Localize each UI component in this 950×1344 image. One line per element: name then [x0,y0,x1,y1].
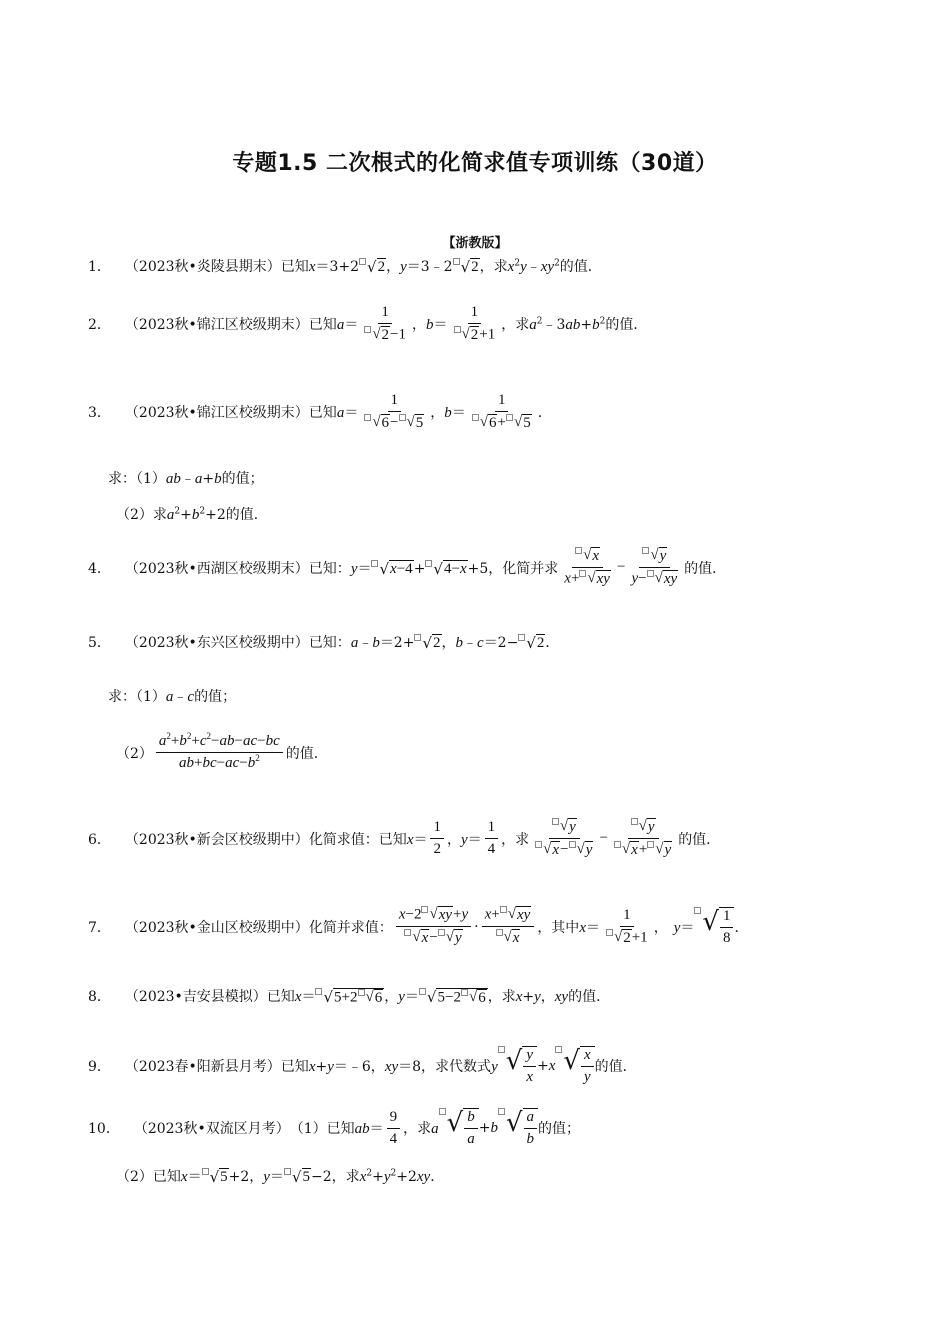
problem-10-part-2: （2）已知x＝ √ 5 +2，y＝ √ 5 −2，求$x^2+y^2+2xy$． [116,1168,445,1186]
problem-source: （2023•吉安县模拟） [124,989,267,1006]
problem-source: （2023秋•金山区校级期中） [124,919,309,936]
problem-source: （2023春•阳新县月考） [124,1059,281,1075]
problem-source: （2023秋•锦江区校级期末） [124,317,309,333]
problem-number: 5． [88,635,111,651]
problem-number: 6． [88,831,111,848]
problem-7: 7． （2023秋•金山区校级期中） 化简并求值： x−2 √ xy +y √ x − √ y · x+ √ xy √ x ，其中x＝ 1 √ 2 +1 ， y＝ √ $\frac{1}{8}$ ． [88,906,749,946]
edition-label: 【浙教版】 [442,236,508,251]
problem-4: 4． （2023秋•西湖区校级期末） 已知：y＝ √ x−4 + √ 4−x +5，化简并求 √ x x+ √ xy − √ y y− √ xy 的值． [88,547,727,587]
problem-number: 10． [88,1121,120,1137]
problem-5: 5． （2023秋•东兴区校级期中） 已知：a﹣b＝2+ √ 2 ，b﹣c＝2− √ 2 ． [88,634,560,652]
problem-1: 1． （2023秋•炎陵县期末） 已知x＝3+2 √ 2 ，y＝3﹣2 √ 2 ，求$x^2y﹣xy^2$的值． [88,258,602,276]
problem-source: （2023秋•东兴区校级期中） [124,635,309,651]
problem-3-part-2: （2）求$a^2+b^2+2$的值． [116,506,268,523]
problem-source: （2023秋•西湖区校级期末） [124,560,309,577]
problem-10: 10． （2023秋•双流区月考） （1）已知ab＝ $\frac{9}{4}$ ，求a √ $\frac{b}{a}$ +b √ $\frac{a}{b}$ 的值； [88,1108,581,1147]
problem-5-part-2: （2） $\frac{a^2+b^2+c^2-ab-ac-bc}{ab+bc-ac-b^2}$ 的值． [116,731,328,771]
problem-8: 8． （2023•吉安县模拟） 已知x＝ √ 5+2 √ 6 ，y＝ √ 5−2 √ 6 ，求x+y，xy的值． [88,987,611,1006]
problem-source: （2023秋•炎陵县期末） [124,259,281,275]
problem-number: 1． [88,259,111,275]
problem-number: 2． [88,317,111,333]
problem-source: （2023秋•锦江区校级期末） [124,405,309,421]
page-title: 专题1.5 二次根式的化简求值专项训练（30道） [232,151,718,176]
problem-number: 7． [88,919,111,936]
problem-number: 8． [88,989,111,1006]
problem-5-part-1: 求：（1）a﹣c的值； [108,689,237,705]
problem-number: 4． [88,560,111,577]
problem-9: 9． （2023春•阳新县月考） 已知x+y＝﹣6，xy＝8，求代数式y √ $\frac{y}{x}$ +x √ $\frac{x}{y}$ 的值． [88,1046,637,1085]
problem-3-part-1: 求：（1）ab﹣a+b的值； [108,471,264,487]
problem-6: 6． （2023秋•新会区校级期中） 化简求值：已知x＝ $\frac{1}{2}$ ，y＝ $\frac{1}{4}$ ，求 √ y √ x − √ y − √ y √ x + √ y 的值． [88,818,721,858]
problem-source: （2023秋•双流区月考） [133,1121,290,1137]
problem-source: （2023秋•新会区校级期中） [124,831,309,848]
problem-3: 3． （2023秋•锦江区校级期末） 已知a＝ 1 √ 6 − √ 5 ，b＝ 1 √ 6 + √ 5 ． [88,392,552,431]
problem-2: 2． （2023秋•锦江区校级期末） 已知a＝ 1 √ 2 −1 ，b＝ 1 √ 2 +1 ，求$a^2﹣3ab+b^2$的值． [88,304,648,343]
problem-number: 9． [88,1059,111,1075]
problem-number: 3． [88,405,111,421]
